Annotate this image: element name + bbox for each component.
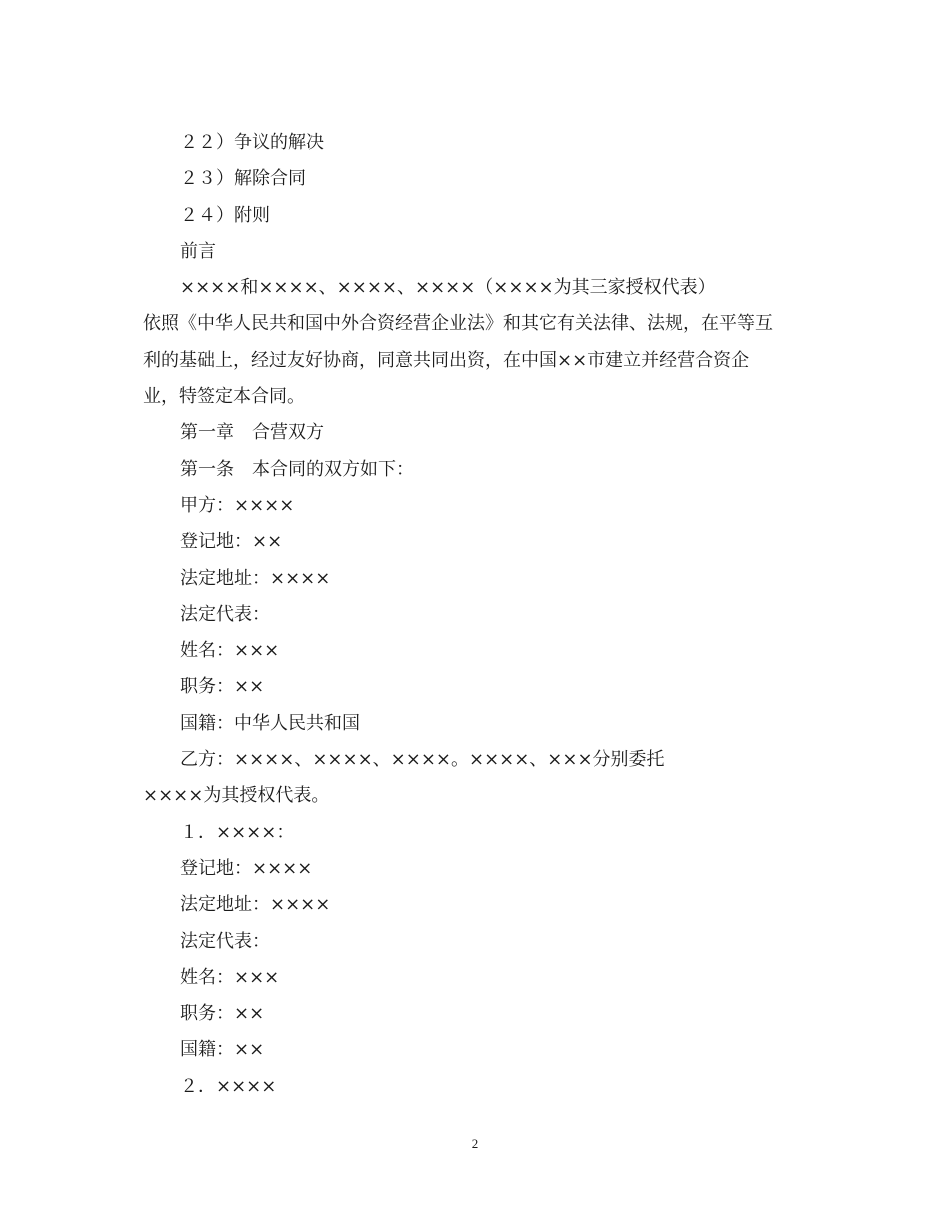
article-heading: 第一条 本合同的双方如下：	[180, 458, 414, 480]
party-b-paragraph	[143, 742, 808, 815]
party-b-2-heading: ２．××××	[180, 1075, 277, 1097]
party-b-line: ××××为其授权代表。	[143, 785, 330, 807]
party-b-1-rep-nationality: 国籍：××	[180, 1039, 265, 1061]
party-a-registered-place: 登记地：××	[180, 531, 283, 553]
preface-line: 依照《中华人民共和国中外合资经营企业法》和其它有关法律、法规，在平等互	[143, 313, 773, 335]
party-b-1-heading: １．××××：	[180, 821, 295, 843]
party-b-1-rep-title: 职务：××	[180, 1003, 265, 1025]
party-a-rep-nationality: 国籍：中华人民共和国	[180, 712, 360, 734]
party-b-1-legal-rep-label: 法定代表：	[180, 930, 270, 952]
page-number: 2	[471, 1136, 479, 1151]
party-a-legal-rep-label: 法定代表：	[180, 603, 270, 625]
preface-line: ××××和××××、××××、××××（××××为其三家授权代表）	[180, 277, 716, 299]
party-b-1-rep-name: 姓名：×××	[180, 966, 280, 988]
party-b-line: 乙方：××××、××××、××××。××××、×××分别委托	[180, 749, 665, 771]
preface-line: 利的基础上，经过友好协商，同意共同出资，在中国××市建立并经营合资企	[143, 349, 750, 371]
document-body	[143, 125, 808, 1105]
party-a-rep-title: 职务：××	[180, 676, 265, 698]
party-a-legal-address: 法定地址：××××	[180, 567, 331, 589]
chapter-heading: 第一章 合营双方	[180, 422, 324, 444]
preface-heading: 前言	[180, 240, 216, 262]
party-a-rep-name: 姓名：×××	[180, 640, 280, 662]
toc-item-23: ２３）解除合同	[180, 168, 306, 190]
party-a-name: 甲方：××××	[180, 494, 295, 516]
preface-line: 业，特签定本合同。	[143, 386, 305, 408]
preface-paragraph	[143, 270, 808, 415]
toc-item-24: ２４）附则	[180, 204, 270, 226]
toc-item-22: ２２）争议的解决	[180, 132, 324, 153]
party-b-1-registered-place: 登记地：××××	[180, 857, 313, 879]
party-b-1-legal-address: 法定地址：××××	[180, 894, 331, 916]
